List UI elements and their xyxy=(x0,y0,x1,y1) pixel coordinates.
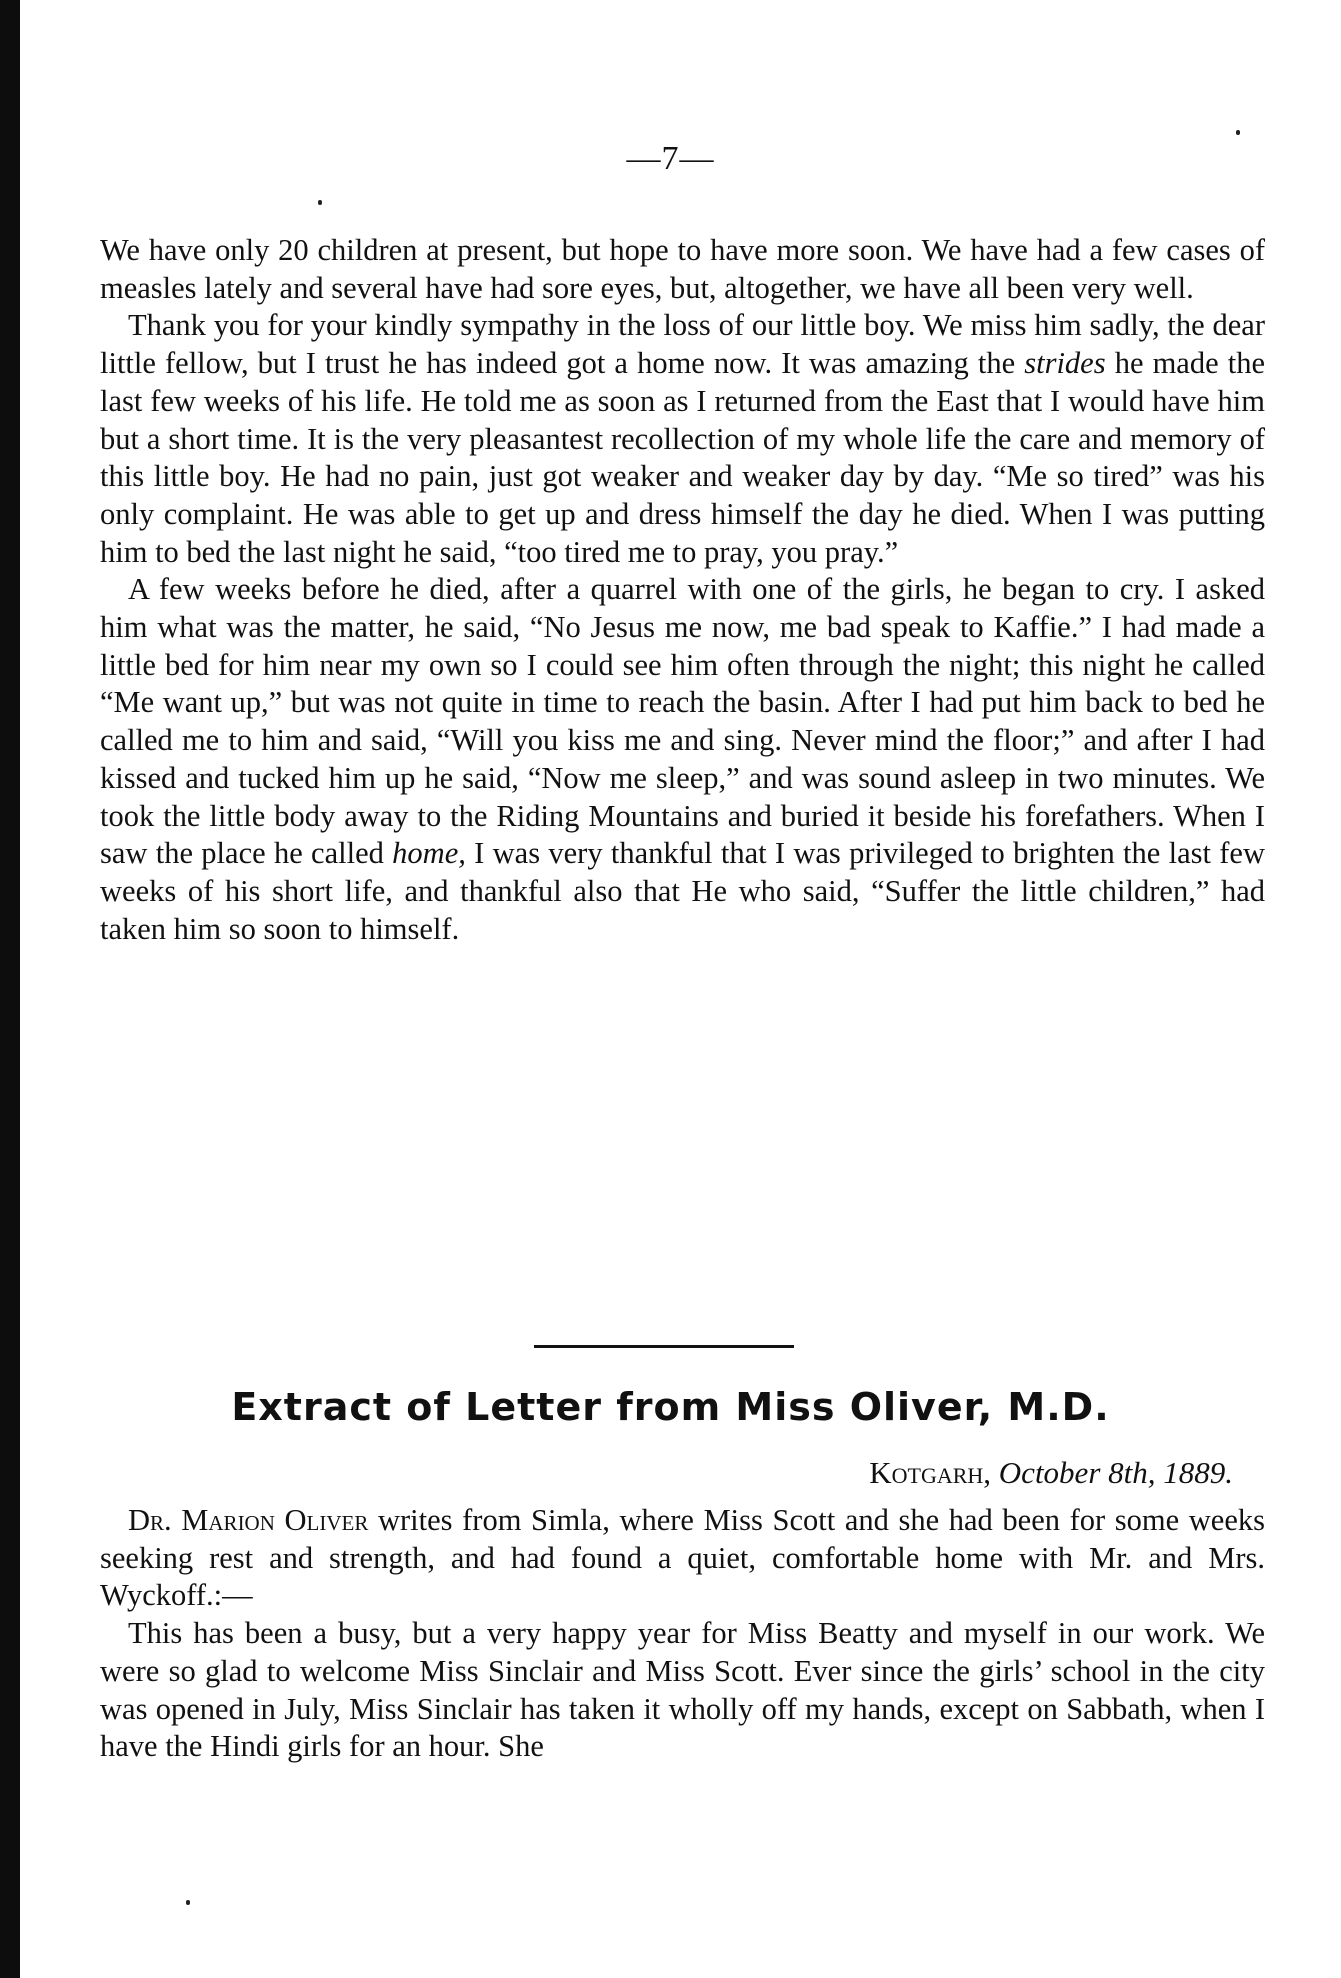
dateline-date: October 8th, 1889. xyxy=(998,1455,1233,1490)
letter-body xyxy=(100,232,1265,948)
extract-dateline xyxy=(869,1455,1233,1491)
extract-paragraph: This has been a busy, but a very happy year for Miss Beatty and myself in our work. We were so glad to welcome Miss Sinclair and Miss Scott. Ever since the girls’ school in the city was opened in July, Miss Sinclair has taken it wholly off my hands, except on Sabbath, when I have the Hindi girls for an hour. She xyxy=(100,1616,1265,1764)
letter-paragraph-1: We have only 20 children at present, but hope to have more soon. We have had a few cases of measles lately and several have had sore eyes, but, altogether, we have all been very well. xyxy=(100,233,1265,305)
extract-body xyxy=(100,1502,1265,1766)
letter-paragraph-3-text-after: I was very thankful that I was privileged to brighten the last few weeks of his short life, and thankful also that He who said, “Suffer the little children,” had taken him so soon to himself. xyxy=(100,836,1265,946)
letter-paragraph-3-emphasis: home, xyxy=(392,836,466,871)
letter-paragraph-3-text-before: A few weeks before he died, after a quarrel with one of the girls, he began to cry. I asked him what was the matter, he said, “No Jesus me now, me bad speak to Kaffie.” I had made a little bed for him near my own so I could see him often through the night; this night he called “Me want up,” but was not quite in time to reach the basin. After I had put him back to bed he called me to him and said, “Will you kiss me and sing. Never mind the floor;” and after I had kissed and tucked him up he said, “Now me sleep,” and was sound asleep in two minutes. We took the little body away to the Riding Mountains and buried it beside his forefathers. When I saw the place he called xyxy=(100,572,1265,871)
dateline-place: Kotgarh, xyxy=(869,1455,992,1490)
page-scan-edge xyxy=(0,0,20,1978)
section-divider xyxy=(534,1345,794,1348)
letter-paragraph-2-text-after: he made the last few weeks of his life. He told me as soon as I returned from the East that I would have him but a short time. It is the very pleasantest recollection of my whole life the care and memory of this little boy. He had no pain, just got weaker and weaker day by day. “Me so tired” was his only complaint. He was able to get up and dress himself the day he died. When I was putting him to bed the last night he said, “too tired me to pray, you pray.” xyxy=(100,346,1265,569)
letter-paragraph-2 xyxy=(100,307,1265,571)
page-number: —7— xyxy=(626,140,715,177)
print-speck xyxy=(186,1900,190,1905)
print-speck xyxy=(1236,130,1240,135)
print-speck xyxy=(318,200,322,205)
extract-intro-name: Dr. Marion Oliver xyxy=(128,1503,369,1537)
letter-paragraph-2-emphasis: strides xyxy=(1024,346,1106,381)
extract-heading: Extract of Letter from Miss Oliver, M.D. xyxy=(231,1385,1110,1429)
extract-intro xyxy=(100,1502,1265,1615)
letter-paragraph-3 xyxy=(100,571,1265,948)
letter-paragraph-2-text-before: Thank you for your kindly sympathy in the loss of our little boy. We miss him sadly, the dear little fellow, but I trust he has indeed got a home now. It was amazing the xyxy=(100,308,1265,381)
extract-intro-text: writes from Simla, where Miss Scott and she had been for some weeks seeking rest and strength, and had found a quiet, comfortable home with Mr. and Mrs. Wyckoff.:— xyxy=(100,1503,1265,1613)
